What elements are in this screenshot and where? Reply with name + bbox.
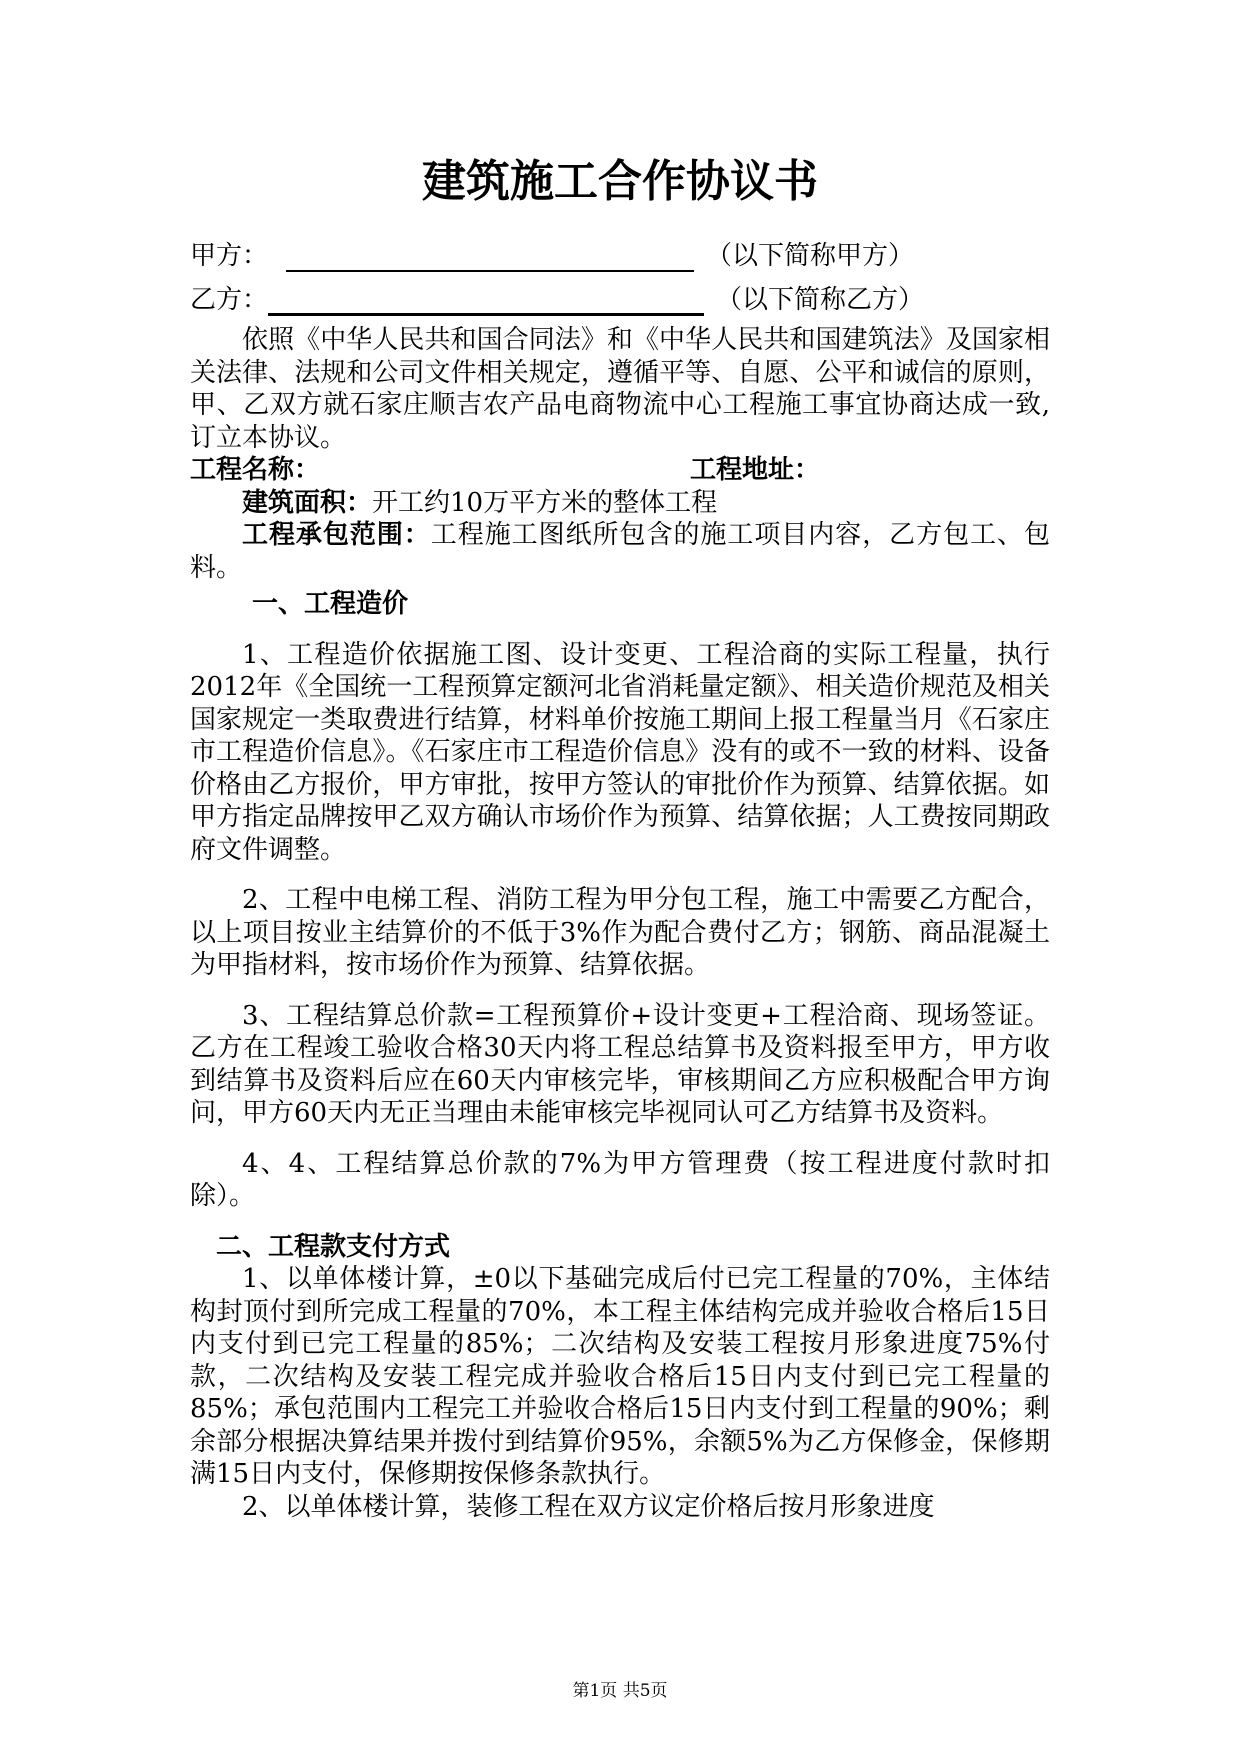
section2-heading: 二、工程款支付方式 xyxy=(216,1231,451,1262)
section1-item-4: 4、4、工程结算总价款的7%为甲方管理费（按工程进度付款时扣除）。 xyxy=(190,1148,1050,1211)
project-address-label: 工程地址： xyxy=(690,455,821,485)
document-page xyxy=(190,150,1050,1523)
section1-item-3: 3、工程结算总价款=工程预算价+设计变更+工程洽商、现场签证。乙方在工程竣工验收合格30天内将工程总结算书及资料报至甲方，甲方收到结算书及资料后应在60天内审核完毕，审核期间乙方应积极配合甲方询问，甲方60天内无正当理由未能审核完毕视同认可乙方结算书及资料。 xyxy=(190,1000,1050,1128)
project-name-address-row xyxy=(190,454,1050,487)
project-area-label: 建筑面积： xyxy=(242,487,373,518)
section1-item-1: 1、工程造价依据施工图、设计变更、工程洽商的实际工程量，执行2012年《全国统一工程预算定额河北省消耗量定额》、相关造价规范及相关国家规定一类取费进行结算，材料单价按施工期间上报工程量当月《石家庄市工程造价信息》。《石家庄市工程造价信息》没有的或不一致的材料、设备价格由乙方报价，甲方审批，按甲方签认的审批价作为预算、结算依据。如甲方指定品牌按甲乙双方确认市场价作为预算、结算依据；人工费按同期政府文件调整。 xyxy=(190,639,1050,865)
project-name-label: 工程名称： xyxy=(190,455,321,485)
project-scope xyxy=(190,519,1050,584)
intro-paragraph: 依照《中华人民共和国合同法》和《中华人民共和国建筑法》及国家相关法律、法规和公司文件相关规定，遵循平等、自愿、公平和诚信的原则，甲、乙双方就石家庄顺吉农产品电商物流中心工程施工事宜协商达成一致,订立本协议。 xyxy=(190,325,1050,453)
party-a-line xyxy=(190,228,1050,272)
party-b-note: （以下简称乙方） xyxy=(716,285,925,315)
project-scope-value: 工程施工图纸所包含的施工项目内容，乙方包工、包料。 xyxy=(190,520,1050,583)
section2-item-1: 1、以单体楼计算，±0以下基础完成后付已完工程量的70%，主体结构封顶付到所完成工程量的70%，本工程主体结构完成并验收合格后15日内支付到已完工程量的85%；二次结构及安装工程按月形象进度75%付款，二次结构及安装工程完成并验收合格后15日内支付到已完工程量的85%；承包范围内工程完工并验收合格后15日内支付到工程量的90%；剩余部分根据决算结果并拨付到结算价95%，余额5%为乙方保修金，保修期满15日内支付，保修期按保修条款执行。 xyxy=(190,1264,1050,1489)
project-area-value: 开工约10万平方米的整体工程 xyxy=(372,487,718,518)
page-footer: 第1页 共5页 xyxy=(572,1681,668,1701)
project-scope-label: 工程承包范围： xyxy=(242,520,431,550)
section1-heading: 一、工程造价 xyxy=(252,589,409,619)
section1-item-2: 2、工程中电梯工程、消防工程为甲分包工程，施工中需要乙方配合，以上项目按业主结算价的不低于3%作为配合费付乙方；钢筋、商品混凝土为甲指材料，按市场价作为预算、结算依据。 xyxy=(190,885,1050,980)
party-a-label: 甲方： xyxy=(190,241,269,271)
party-a-blank xyxy=(286,242,694,272)
document-title: 建筑施工合作协议书 xyxy=(422,156,818,207)
party-b-label: 乙方： xyxy=(190,285,269,315)
party-a-note: （以下简称甲方） xyxy=(706,241,915,271)
project-area xyxy=(190,487,1050,520)
party-b-line xyxy=(190,272,1050,316)
section2-item-2: 2、以单体楼计算，装修工程在双方议定价格后按月形象进度 xyxy=(242,1491,935,1522)
party-b-blank xyxy=(268,285,704,316)
